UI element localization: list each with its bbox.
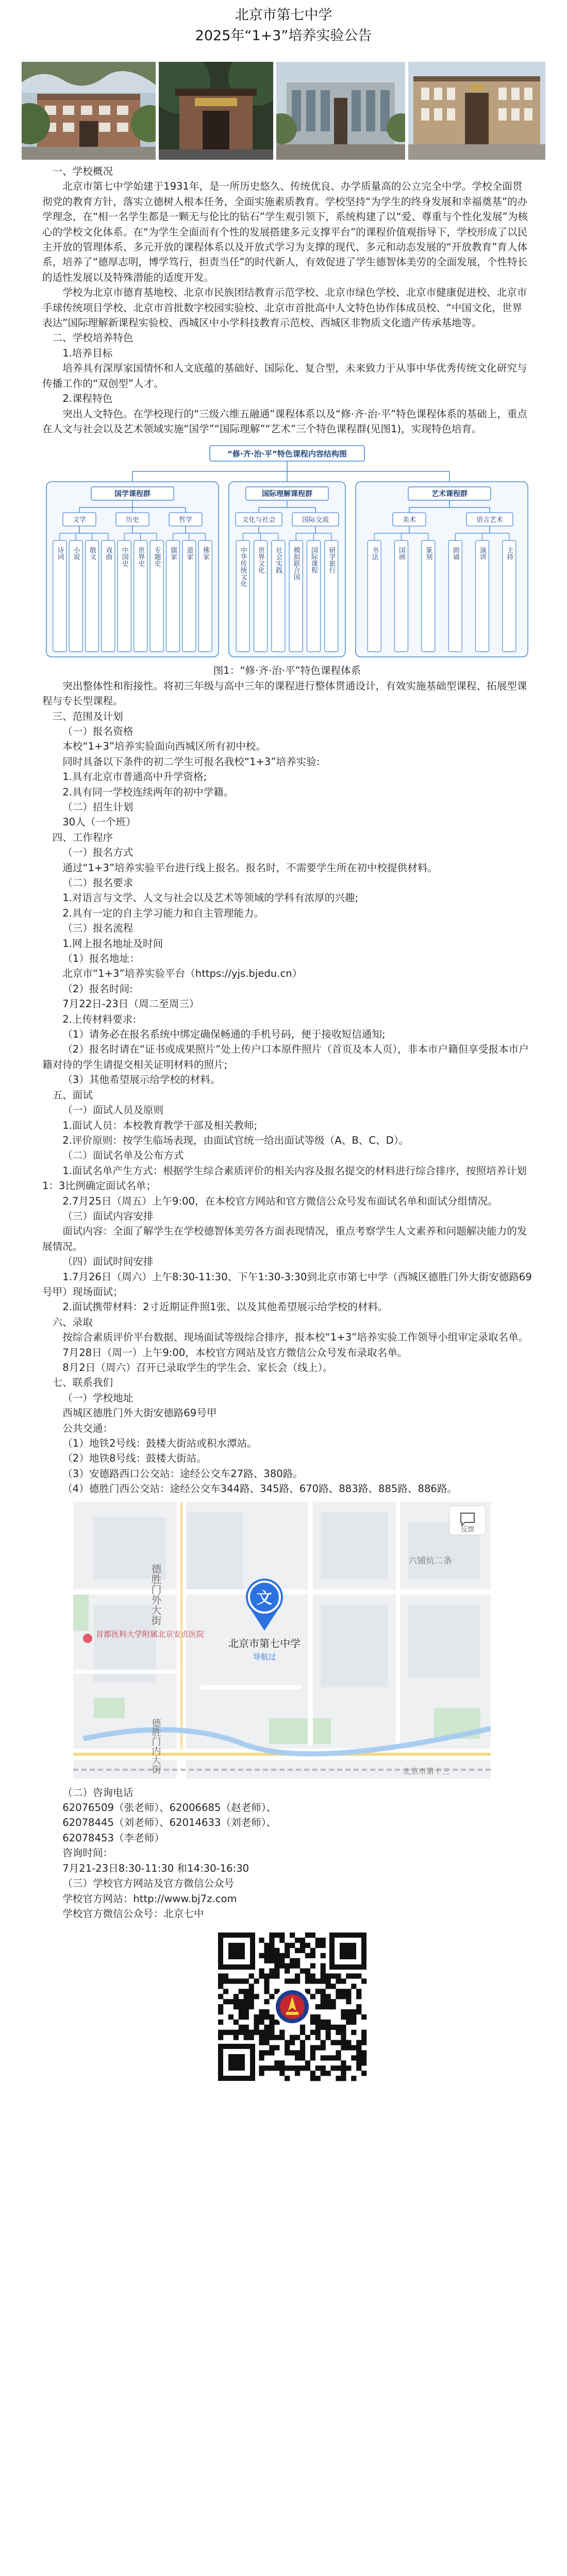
phone-line: 62076509（张老师）、62006685（赵老师）、 xyxy=(62,1802,277,1814)
diagram-leaf-label: 篆刻 xyxy=(424,547,432,561)
campus-photo-campus xyxy=(276,62,405,160)
sub-heading: 2.课程特色 xyxy=(62,393,113,405)
campus-photo-teaching xyxy=(408,62,545,160)
sub-heading: （一）学校地址 xyxy=(62,1392,134,1404)
diagram-sub-label: 语言艺术 xyxy=(476,516,504,524)
diagram-leaf-label: 佛家 xyxy=(201,547,209,561)
group-title-international: 国际理解课程群 xyxy=(262,490,312,499)
diagram-leaf-label: 戏曲 xyxy=(104,547,112,561)
wechat-account: 学校官方微信公众号：北京七中 xyxy=(62,1907,204,1920)
group-art xyxy=(356,482,528,657)
text-line: 1.具有北京市普通高中升学资格; xyxy=(62,771,207,783)
registration-url[interactable]: 北京市“1+3”培养实验平台（https://yjs.bjedu.cn） xyxy=(62,968,303,980)
map-sub-label: 导航过 xyxy=(253,1652,276,1662)
map-school-label: 北京市第七中学 xyxy=(228,1637,301,1650)
text-line: 2.面试携带材料：2寸近期证件照1张、以及其他希望展示给学校的材料。 xyxy=(62,1301,388,1313)
diagram-leaf-label: 朗诵 xyxy=(451,547,459,561)
text-line: 2.上传材料要求: xyxy=(62,1013,137,1025)
paragraph: 突出人文特色。在学校现行的“三级六维五融通”课程体系以及“修·齐·治·平”特色课程体系的基础上，重点在人文与社会以及艺术领域实施“国学”“国际理解”“艺术”三个特色课程群(见图1)，实现特色培育。 xyxy=(42,408,528,435)
text-line: （3）安德路西口公交站：途经公交车27路、380路。 xyxy=(62,1467,303,1480)
feedback-label: 反馈 xyxy=(460,1526,475,1534)
website-link[interactable]: 学校官方网站：http://www.bj7z.com xyxy=(62,1892,237,1905)
sub-heading: （一）报名方式 xyxy=(62,846,134,859)
text-line: 2.具有同一学校连续两年的初中学籍。 xyxy=(62,786,234,798)
diagram-sub-label: 文化与社会 xyxy=(242,516,276,524)
diagram-leaf-label: 研学旅行 xyxy=(327,547,336,574)
diagram-leaf-label: 诗词 xyxy=(56,547,64,561)
diagram-leaf-label: 中华传统文化 xyxy=(239,547,247,587)
text-line: 1.网上报名地址及时间 xyxy=(62,937,163,950)
hospital-label: 首都医科大学附属北京安贞医院 xyxy=(96,1629,205,1639)
diagram-leaf-label: 专题史 xyxy=(153,547,161,567)
text-line: 通过“1+3”培养实验平台进行线上报名。报名时，不需要学生所在初中校提供材料。 xyxy=(62,861,438,874)
text-line: 2.7月25日（周五）上午9:00，在本校官方网站和官方微信公众号发布面试名单和面试分组情况。 xyxy=(62,1195,498,1207)
text-line: 本校“1+3”培养实验面向西城区所有初中校。 xyxy=(62,740,266,753)
diagram-sub-label: 文学 xyxy=(72,516,87,524)
diagram-sub-label: 哲学 xyxy=(178,516,193,524)
diagram-leaf-label: 主持 xyxy=(505,547,513,561)
diagram-leaf-label: 国画 xyxy=(397,547,405,561)
text-line: 按综合素质评价平台数据、现场面试等级综合排序，报本校“1+3”培养实验工作领导小组审定录取名单。 xyxy=(62,1331,529,1344)
section-heading: 七、联系我们 xyxy=(52,1377,113,1389)
sub-heading: （一）面试人员及原则 xyxy=(62,1104,164,1116)
diagram-sub-label: 历史 xyxy=(125,516,140,524)
diagram-leaf-label: 演讲 xyxy=(478,547,486,561)
text-line: （3）其他希望展示给学校的材料。 xyxy=(62,1074,221,1086)
sub-heading: （一）报名资格 xyxy=(62,725,134,737)
diagram-svg xyxy=(42,439,532,661)
map-corner-label: 北京市第十三 xyxy=(403,1766,450,1776)
text-line: 同时具备以下条件的初二学生可报名我校“1+3”培养实验: xyxy=(62,755,320,768)
diagram-caption: 图1：“修·齐·治·平”特色课程体系 xyxy=(213,665,361,677)
road-label-denei: 德胜门内大街 xyxy=(150,1718,161,1774)
campus-photo-gate xyxy=(159,62,273,160)
notice-body xyxy=(42,164,532,2084)
text-line: 2.评价原则：按学生临场表现，由面试官统一给出面试等级（A、B、C、D）。 xyxy=(62,1134,409,1146)
diagram-leaf-label: 道家 xyxy=(185,547,193,561)
diagram-top-label: “修·齐·治·平”特色课程内容结构图 xyxy=(227,449,347,459)
notice-title: 2025年“1+3”培养实验公告 xyxy=(195,28,372,44)
sub-heading: （二）招生计划 xyxy=(62,801,134,813)
diagram-leaf-label: 社会实践 xyxy=(274,547,282,574)
text-line: （2）地铁8号线：鼓楼大街站。 xyxy=(62,1452,207,1465)
sub-heading: （三）学校官方网站及官方微信公众号 xyxy=(62,1877,235,1890)
text-line: 1.面试人员：本校教育教学干部及相关教师; xyxy=(62,1119,258,1131)
section-heading: 四、工作程序 xyxy=(52,831,113,843)
diagram-sub-label: 国际交流 xyxy=(302,516,329,524)
school-name: 北京市第七中学 xyxy=(235,7,332,23)
section-heading: 一、学校概况 xyxy=(52,165,113,177)
text-line: 1.对语言与文学、人文与社会以及艺术等领域的学科有浓厚的兴趣; xyxy=(62,892,359,904)
phone-line: 62078445（刘老师）、62014633（刘老师）、 xyxy=(62,1817,277,1829)
text-line: 8月2日（周六）召开已录取学生的学生会、家长会（线上）。 xyxy=(62,1362,333,1374)
hospital-icon xyxy=(83,1634,92,1643)
location-map[interactable] xyxy=(73,1502,491,1779)
sub-heading: （二）咨询电话 xyxy=(62,1786,134,1799)
group-title-art: 艺术课程群 xyxy=(431,490,468,499)
section-heading: 三、范围及计划 xyxy=(52,710,123,722)
diagram-leaf-label: 小说 xyxy=(72,547,80,561)
course-structure-diagram xyxy=(42,439,532,661)
diagram-leaf-label: 散文 xyxy=(88,547,96,561)
diagram-leaf-label: 儒家 xyxy=(169,547,177,561)
pin-glyph: 文 xyxy=(257,1589,272,1607)
section-heading: 六、录取 xyxy=(52,1316,93,1328)
text-line: 7月22日-23日（周二至周三） xyxy=(62,998,199,1010)
diagram-leaf-label: 世界史 xyxy=(137,547,145,567)
diagram-leaf-label: 国际课程 xyxy=(310,547,318,574)
diagram-leaf-label: 模拟联合国 xyxy=(292,547,300,581)
text-line: （2）报名时请在“证书或成果照片”处上传户口本原件照片（首页及本人页），非本市户籍但享受报本市户籍对待的学生请提交相关证明材料的照片; xyxy=(42,1043,529,1071)
text-line: 面试内容：全面了解学生在学校德智体美劳各方面表现情况，重点考察学生人文素养和问题解决能力的发展情况。 xyxy=(42,1225,527,1252)
road-label-dewai: 德胜门外大街 xyxy=(149,1563,162,1625)
sub-heading: （三）报名流程 xyxy=(62,922,134,935)
wechat-qr-code xyxy=(215,1929,370,2084)
phone-line: 62078453（李老师） xyxy=(62,1832,164,1844)
paragraph: 培养具有深厚家国情怀和人文底蕴的基础好、国际化、复合型，未来致力于从事中华优秀传统文化研究与传播工作的“双创型”人才。 xyxy=(42,362,527,389)
group-title-guoxue: 国学课程群 xyxy=(114,490,151,499)
sub-heading: 1.培养目标 xyxy=(62,347,113,359)
section-heading: 五、面试 xyxy=(52,1089,93,1101)
paragraph: 北京市第七中学始建于1931年，是一所历史悠久、传统优良、办学质量高的公立完全中学。学校全面贯彻党的教育方针，落实立德树人根本任务，全面实施素质教育。学校坚持“为学生的终身发展和幸福奠基”的办学理念，在“相一名学生都是一颗无与伦比的钻石”学生观引领下，系统构建了以“爱、尊重与个性化发展”为核心的学校文化体系。在“为学生全面而有个性的发展搭建多元支撑平台”的课程价值观指导下，学校形成了以民主开放的管理体系、多元开放的课程体系以及开放式学习为支撑的现代、多元和动态发展的“开放教育”育人体系，培养了“德厚志明，博学笃行，担责当任”的时代新人，有效促进了学生德智体美劳的全面发展，个性特长的适性发展以及特殊潜能的适度开发。 xyxy=(42,180,528,283)
text-line: （2）报名时间: xyxy=(62,982,133,995)
diagram-sub-label: 美术 xyxy=(402,516,416,524)
text-line: 7月21-23日8:30-11:30 和14:30-16:30 xyxy=(62,1862,249,1874)
text-line: 1.7月26日（周六）上午8:30-11:30、下午1:30-3:30到北京市第七中学（西城区德胜门外大街安德路69号甲）现场面试； xyxy=(42,1270,532,1298)
text-line: 1.面试名单产生方式：根据学生综合素质评价的相关内容及报名提交的材料进行综合排序，按照培养计划1：3比例确定面试名单； xyxy=(42,1164,527,1192)
paragraph: 学校为北京市德育基地校、北京市民族团结教育示范学校、北京市绿色学校、北京市健康促进校、北京市手球传统项目学校、北京市首批数字校园实验校、北京市首批高中人文特色协作体成员校、“中国文化，世界表达”国际理解新课程实验校、西城区中小学科技教育示范校、西城区非物质文化遗产传承基地等。 xyxy=(42,286,527,329)
text-line: （1）地铁2号线：鼓楼大街站或积水潭站。 xyxy=(62,1437,257,1450)
diagram-leaf-label: 中国史 xyxy=(120,547,128,567)
map-svg xyxy=(73,1502,491,1779)
sub-heading: （四）面试时间安排 xyxy=(62,1256,154,1268)
header xyxy=(0,0,567,54)
sub-heading: （三）面试内容安排 xyxy=(62,1210,154,1222)
text-line: 公共交通： xyxy=(62,1422,113,1434)
diagram-leaf-label: 世界文化 xyxy=(257,547,264,574)
road-label-right: 六铺炕二条 xyxy=(408,1555,452,1566)
diagram-leaf-label: 书法 xyxy=(370,547,378,561)
qr-svg xyxy=(215,1929,370,2084)
text-line: （1）请务必在报名系统中绑定确保畅通的手机号码，便于接收短信通知; xyxy=(62,1028,386,1041)
sub-heading: （二）报名要求 xyxy=(62,877,134,889)
text-line: 咨询时间： xyxy=(62,1847,113,1859)
section-heading: 二、学校培养特色 xyxy=(52,332,134,344)
text-line: （4）德胜门西公交站：途经公交车344路、345路、670路、883路、885路、886路。 xyxy=(62,1483,458,1495)
paragraph: 突出整体性和衔接性。将初三年级与高中三年的课程进行整体贯通设计，有效实施基础型课程、拓展型课程与专长型课程。 xyxy=(42,680,527,707)
text-line: 7月28日（周一）上午9:00，本校官方网站及官方微信公众号发布录取名单。 xyxy=(62,1346,408,1359)
campus-photo-building xyxy=(22,62,156,160)
text-line: 2.具有一定的自主学习能力和自主管理能力。 xyxy=(62,907,264,919)
feedback-button[interactable] xyxy=(449,1506,486,1535)
text-line: 西城区德胜门外大街安德路69号甲 xyxy=(62,1407,217,1419)
campus-photos xyxy=(22,62,545,160)
text-line: （1）报名地址： xyxy=(62,953,140,965)
sub-heading: （二）面试名单及公布方式 xyxy=(62,1149,184,1162)
text-line: 30人（一个班） xyxy=(62,816,136,828)
